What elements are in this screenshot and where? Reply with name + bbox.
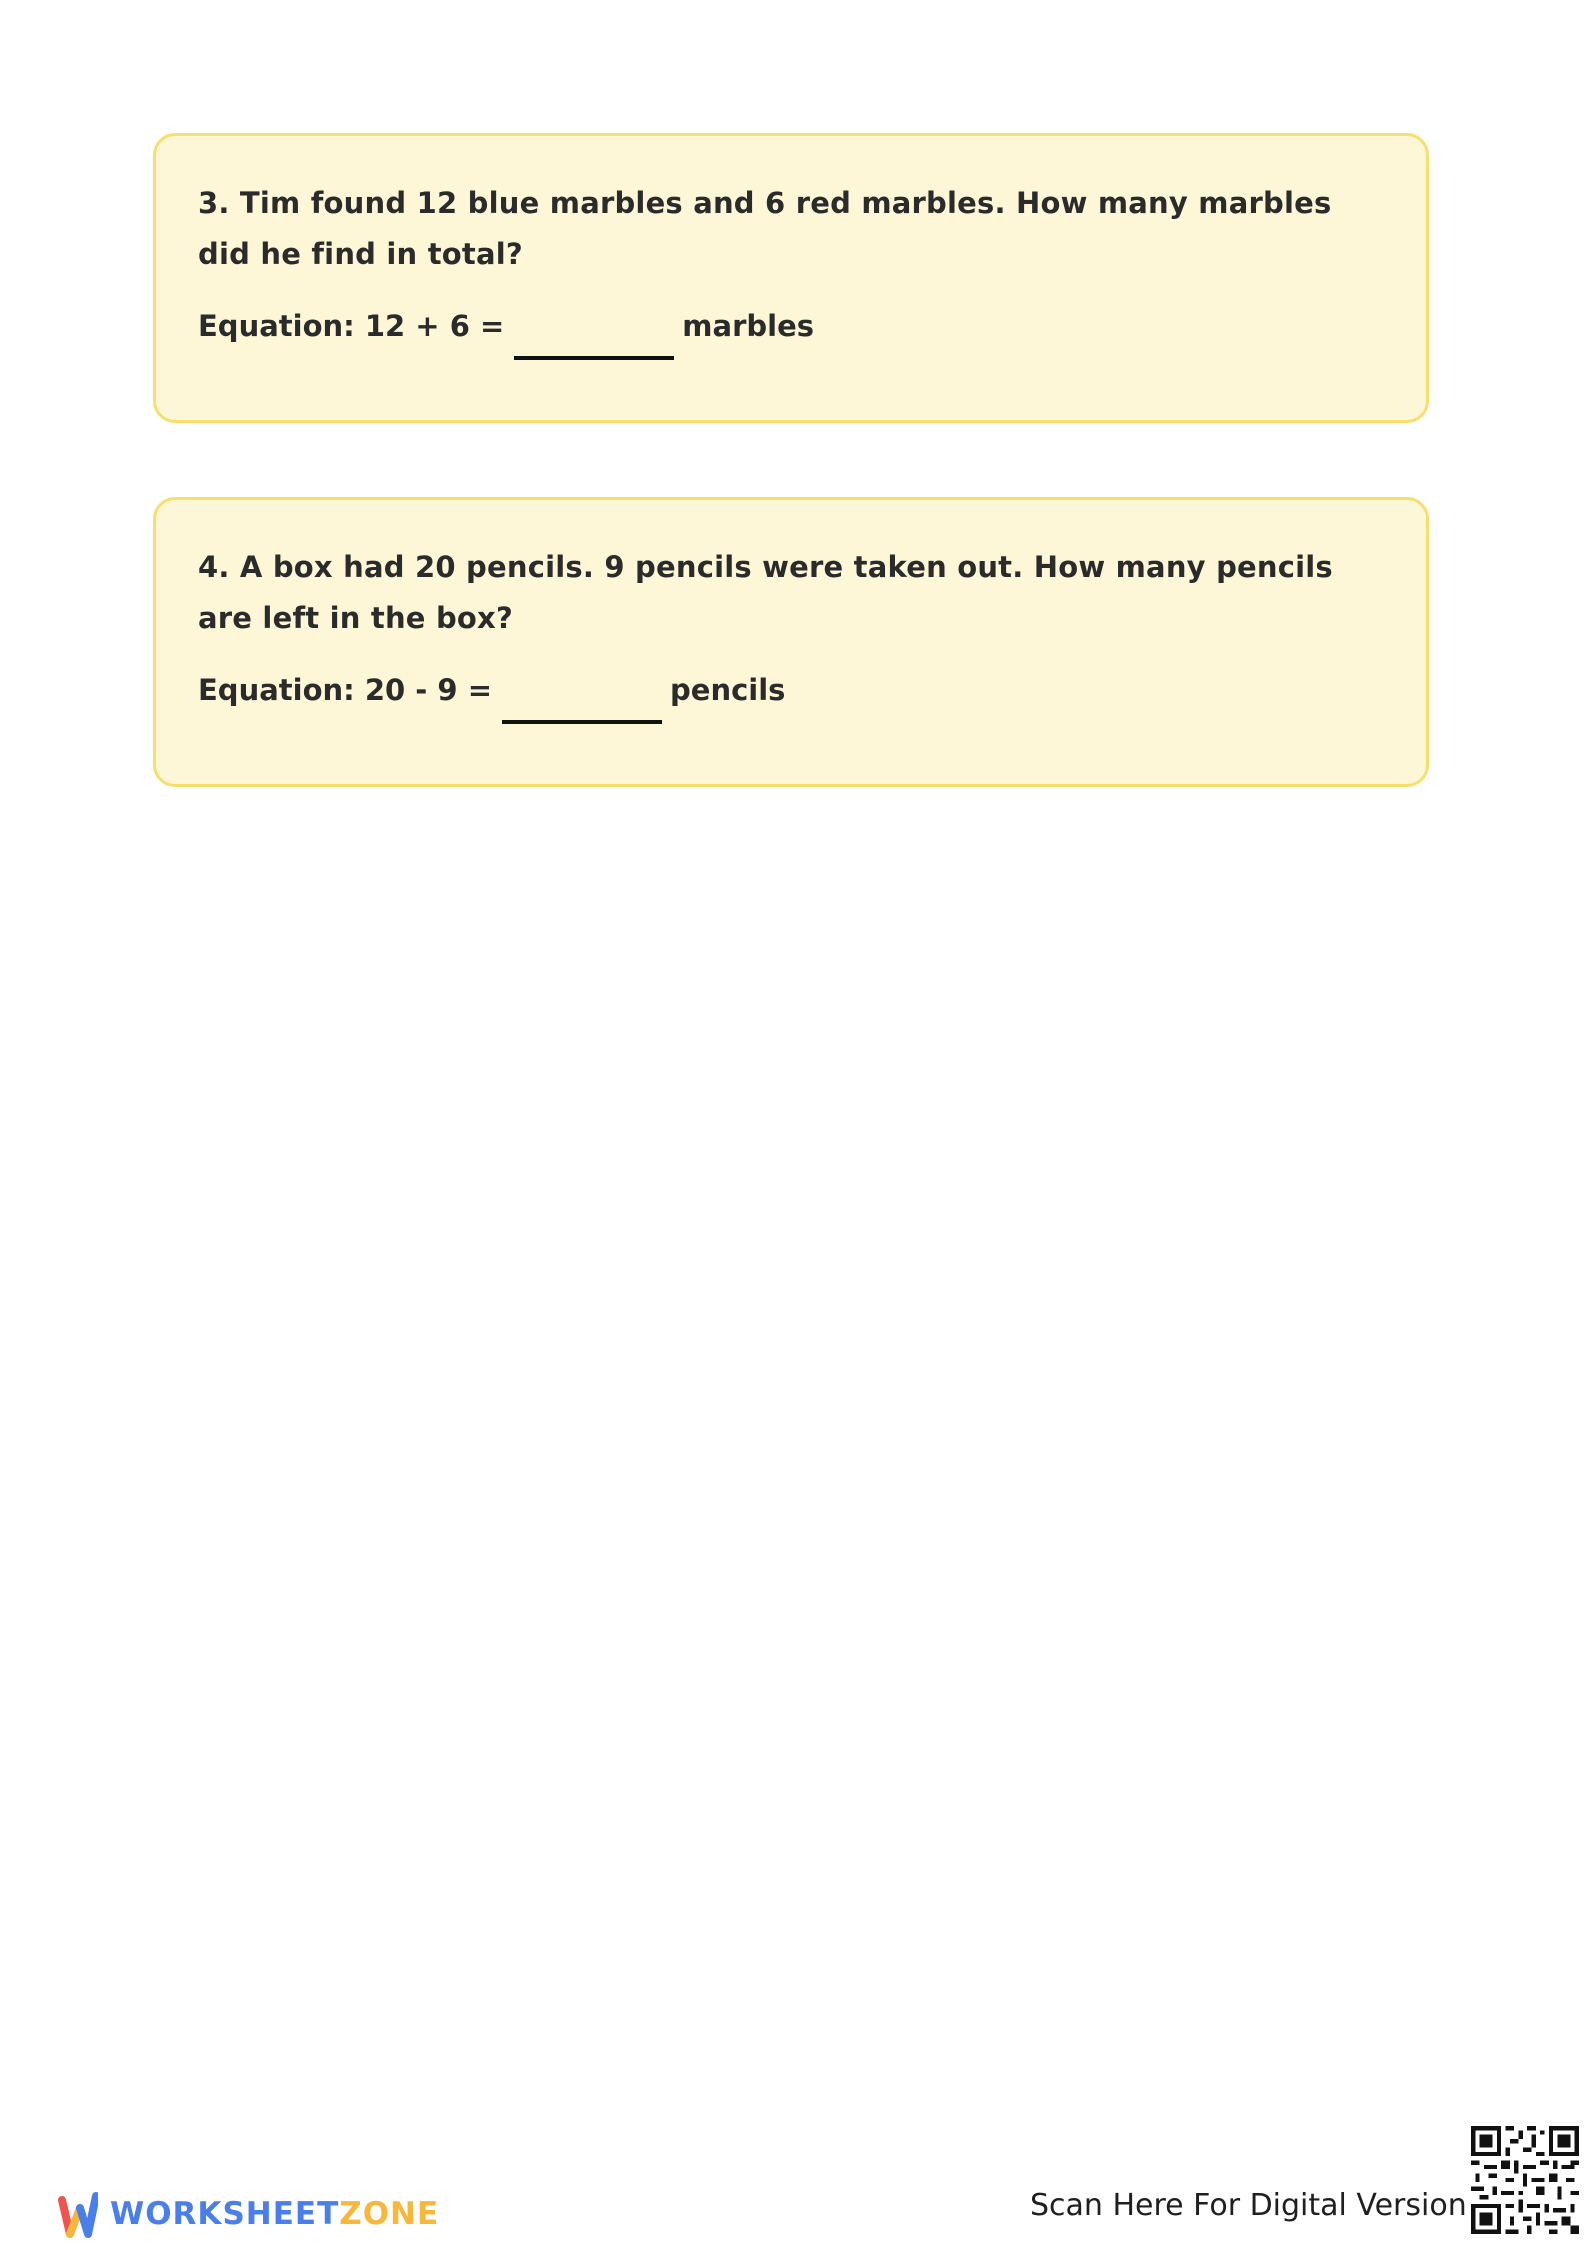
equation-label: Equation: 12 + 6 = xyxy=(198,309,505,343)
logo-wordmark-part1: WORKSHEET xyxy=(110,2196,340,2232)
equation-unit: marbles xyxy=(682,309,814,343)
logo-wordmark-part2: ZONE xyxy=(339,2196,440,2232)
scan-instruction: Scan Here For Digital Version xyxy=(1030,2188,1467,2223)
logo-wordmark xyxy=(110,2196,439,2232)
question-text: 3. Tim found 12 blue marbles and 6 red marbles. How many marbles did he find in total? xyxy=(198,186,1332,271)
equation-row xyxy=(198,670,1384,710)
question-text: 4. A box had 20 pencils. 9 pencils were taken out. How many pencils are left in the box? xyxy=(198,550,1333,635)
equation-row xyxy=(198,306,1384,346)
question-card xyxy=(153,133,1429,423)
w-logo-icon xyxy=(58,2186,98,2242)
qr-code-icon[interactable] xyxy=(1471,2126,1579,2234)
answer-blank[interactable] xyxy=(502,686,662,724)
question-card xyxy=(153,497,1429,787)
worksheetzone-logo[interactable] xyxy=(58,2186,439,2242)
equation-label: Equation: 20 - 9 = xyxy=(198,673,493,707)
equation-unit: pencils xyxy=(670,673,786,707)
answer-blank[interactable] xyxy=(514,322,674,360)
